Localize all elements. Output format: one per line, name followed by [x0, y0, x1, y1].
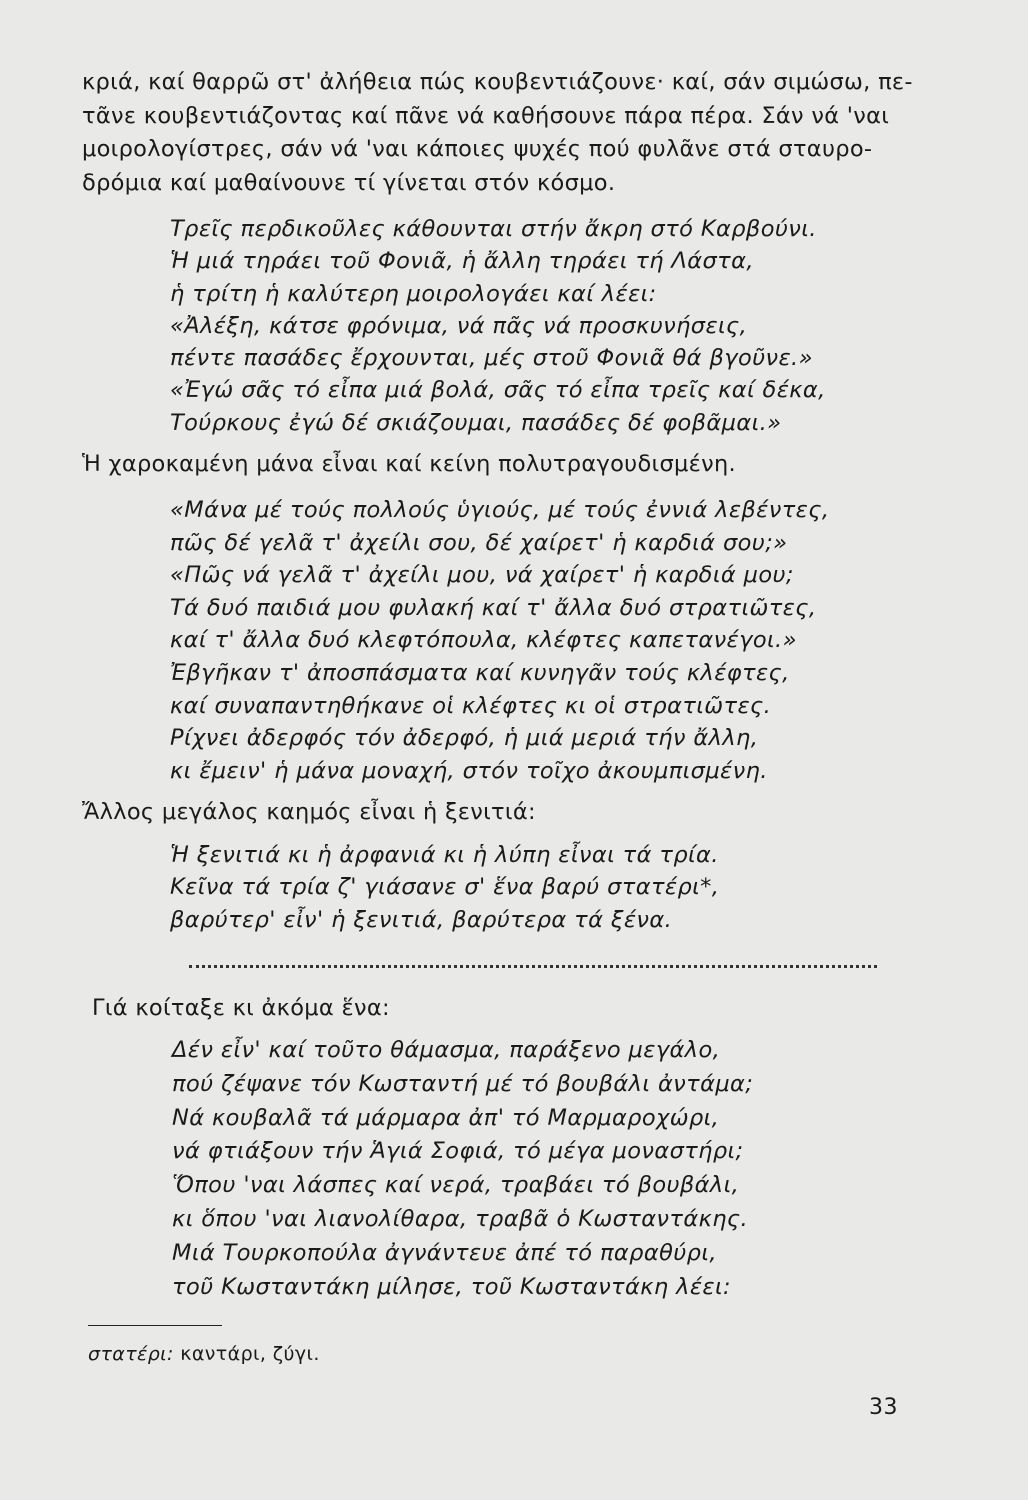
verse-line: ἡ τρίτη ἡ καλύτερη μοιρολογάει καί λέει: [170, 280, 657, 307]
prose-line: δρόμια καί μαθαίνουνε τί γίνεται στόν κόσμο. [82, 169, 616, 196]
verse-line: «Ἐγώ σᾶς τό εἶπα μιά βολά, σᾶς τό εἶπα τρεῖς καί δέκα, [170, 377, 826, 404]
verse-exile [170, 839, 719, 936]
footnote-definition: καντάρι, ζύγι. [180, 1343, 320, 1365]
page-number: 33 [869, 1395, 898, 1420]
footnote-term: στατέρι: [88, 1343, 174, 1365]
verse-line: Τούρκους ἐγώ δέ σκιάζουμαι, πασάδες δέ φοβᾶμαι.» [170, 409, 782, 436]
verse-line: Ἐβγῆκαν τ' ἀποσπάσματα καί κυνηγᾶν τούς κλέφτες, [170, 659, 790, 686]
verse-kostantis [172, 1034, 753, 1304]
verse-line: καί συναπαντηθήκανε οἱ κλέφτες κι οἱ στρατιῶτες. [170, 692, 772, 719]
verse-mother [170, 494, 829, 787]
verse-line: Τά δυό παιδιά μου φυλακή καί τ' ἄλλα δυό στρατιῶτες, [170, 594, 817, 621]
verse-line: Δέν εἶν' καί τοῦτο θάμασμα, παράξενο μεγάλο, [172, 1037, 721, 1063]
verse-line: πέντε πασάδες ἔρχουνται, μές στοῦ Φονιᾶ θά βγοῦνε.» [170, 345, 813, 372]
intro-kostantis: Γιά κοίταξε κι ἀκόμα ἕνα: [92, 995, 390, 1021]
footnote-rule [88, 1325, 222, 1326]
verse-line: Ἡ μιά τηράει τοῦ Φονιᾶ, ἡ ἄλλη τηράει τή Λάστα, [170, 248, 754, 275]
verse-line: Κεῖνα τά τρία ζ' γιάσανε σ' ἕνα βαρύ στατέρι*, [170, 874, 720, 901]
verse-line: βαρύτερ' εἶν' ἡ ξενιτιά, βαρύτερα τά ξένα. [170, 906, 673, 933]
footnote [88, 1343, 320, 1365]
verse-line: τοῦ Κωσταντάκη μίλησε, τοῦ Κωσταντάκη λέει: [172, 1273, 731, 1300]
verse-partridges [170, 213, 826, 439]
verse-line: κι ἔμειν' ἡ μάνα μοναχή, στόν τοῖχο ἀκουμπισμένη. [170, 757, 768, 784]
verse-line: κι ὅπου 'ναι λιανολίθαρα, τραβᾶ ὁ Κωσταντάκης. [172, 1205, 749, 1232]
lead-paragraph [82, 66, 912, 200]
prose-line: μοιρολογίστρες, σάν νά 'ναι κάποιες ψυχές πού φυλᾶνε στά σταυρο- [82, 136, 873, 162]
prose-line: τᾶνε κουβεντιάζοντας καί πᾶνε νά καθήσουνε πάρα πέρα. Σάν νά 'ναι [82, 102, 890, 129]
verse-line: πού ζέψανε τόν Κωσταντή μέ τό βουβάλι ἀντάμα; [172, 1070, 754, 1097]
intro-mother: Ἡ χαροκαμένη μάνα εἶναι καί κείνη πολυτραγουδισμένη. [82, 451, 736, 477]
verse-line: Τρεῖς περδικοῦλες κάθουνται στήν ἄκρη στό Καρβούνι. [170, 216, 817, 242]
intro-exile: Ἄλλος μεγάλος καημός εἶναι ἡ ξενιτιά: [82, 799, 536, 825]
verse-line: «Πῶς νά γελᾶ τ' ἀχείλι μου, νά χαίρετ' ἡ καρδιά μου; [170, 562, 794, 589]
verse-line: Νά κουβαλᾶ τά μάρμαρα ἀπ' τό Μαρμαροχώρι, [172, 1104, 720, 1131]
verse-line: Ὅπου 'ναι λάσπες καί νερά, τραβάει τό βουβάλι, [172, 1172, 740, 1199]
prose-line: κριά, καί θαρρῶ στ' ἀλήθεια πώς κουβεντιάζουνε· καί, σάν σιμώσω, πε- [82, 69, 913, 95]
verse-line: πῶς δέ γελᾶ τ' ἀχείλι σου, δέ χαίρετ' ἡ καρδιά σου;» [170, 529, 788, 556]
verse-line: Ἡ ξενιτιά κι ἡ ἀρφανιά κι ἡ λύπη εἶναι τά τρία. [170, 842, 719, 868]
verse-line: Ρίχνει ἀδερφός τόν ἀδερφό, ἡ μιά μεριά τήν ἄλλη, [170, 725, 759, 752]
verse-line: καί τ' ἄλλα δυό κλεφτόπουλα, κλέφτες καπετανέγοι.» [170, 627, 797, 654]
dotted-separator [189, 953, 877, 968]
verse-line: Μιά Τουρκοπούλα ἀγνάντευε ἀπέ τό παραθύρι, [172, 1239, 717, 1266]
verse-line: «Ἀλέξη, κάτσε φρόνιμα, νά πᾶς νά προσκυνήσεις, [170, 312, 748, 339]
verse-line: νά φτιάξουν τήν Ἁγιά Σοφιά, τό μέγα μοναστήρι; [172, 1138, 744, 1165]
verse-line: «Μάνα μέ τούς πολλούς ὑγιούς, μέ τούς ἐννιά λεβέντες, [170, 497, 830, 523]
